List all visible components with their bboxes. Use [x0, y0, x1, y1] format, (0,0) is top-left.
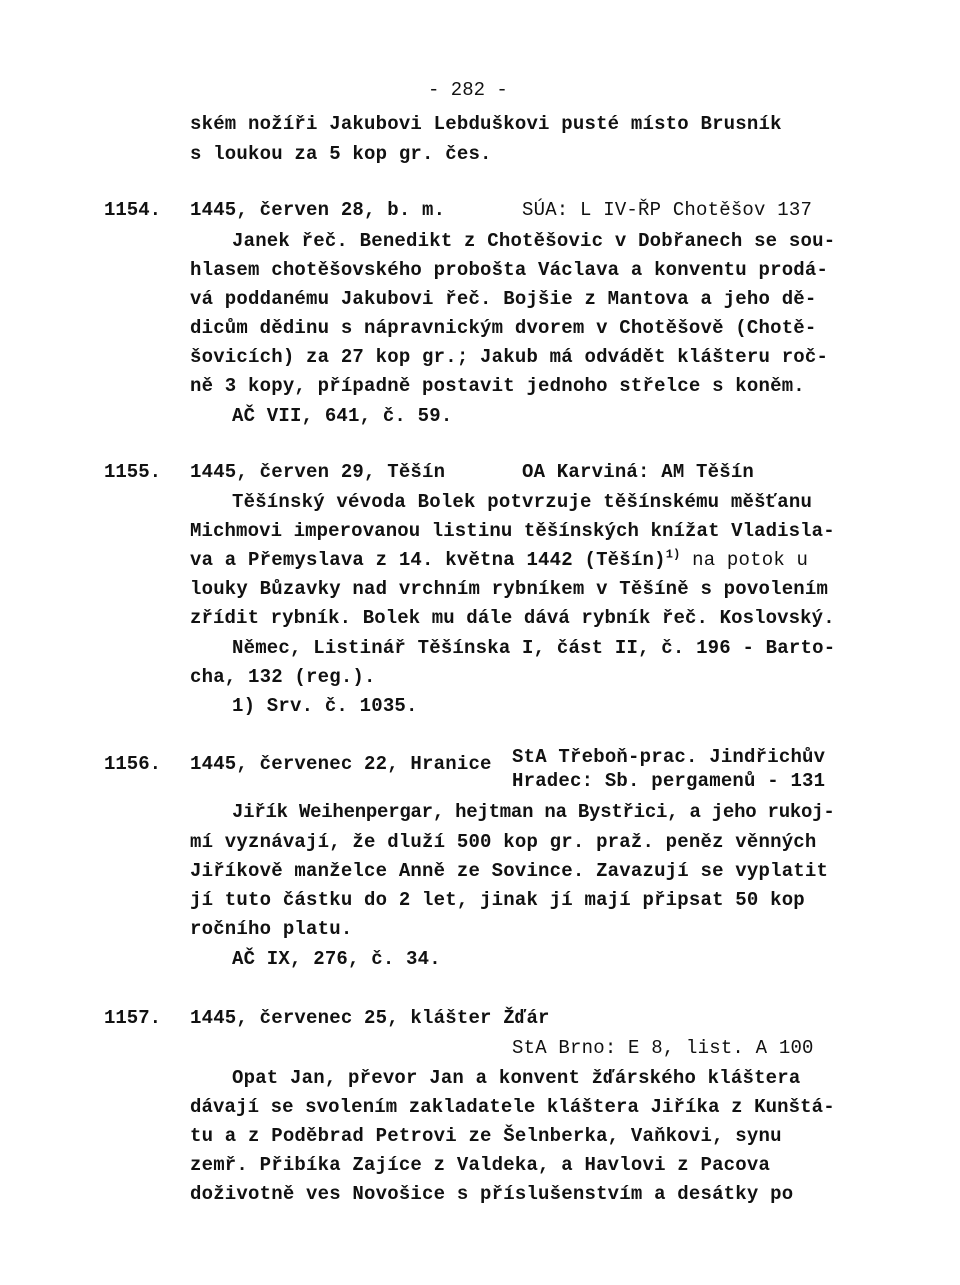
entry-archive: SÚA: L IV-ŘP Chotěšov 137: [522, 199, 813, 221]
entry-text-line: Těšínský vévoda Bolek potvrzuje těšínskému měšťanu: [232, 491, 813, 513]
entry-text-line: louky Bůzavky nad vrchním rybníkem v Těšíně s povolením: [190, 578, 829, 600]
entry-text-line: [190, 548, 808, 572]
entry-reference: AČ IX, 276, č. 34.: [232, 948, 441, 970]
entry-archive: Hradec: Sb. pergamenů - 131: [512, 770, 826, 792]
entry-text-line: zřídit rybník. Bolek mu dále dává rybník řeč. Koslovský.: [190, 607, 835, 629]
entry-text-line: Jiřík Weihenpergar, hejtman na Bystřici, a jeho rukoj-: [232, 801, 835, 823]
footnote-marker: 1): [665, 547, 681, 562]
entry-text-line: hlasem chotěšovského probošta Václava a konventu prodá-: [190, 259, 829, 281]
entry-date: 1445, červenec 22, Hranice: [190, 753, 492, 775]
intro-line: ském nožíři Jakubovi Lebduškovi pusté místo Brusník: [190, 113, 782, 135]
entry-archive: StA Brno: E 8, list. A 100: [512, 1037, 814, 1059]
entry-date: 1445, červen 28, b. m.: [190, 199, 446, 221]
entry-text-line: ročního platu.: [190, 918, 353, 940]
entry-text-line: tu a z Poděbrad Petrovi ze Šelnberka, Vaňkovi, synu: [190, 1125, 782, 1147]
entry-text-line: Janek řeč. Benedikt z Chotěšovic v Dobřanech se sou-: [232, 230, 836, 252]
entry-number: 1157.: [104, 1007, 162, 1029]
entry-text-line: šovicích) za 27 kop gr.; Jakub má odvádět klášteru roč-: [190, 346, 829, 368]
entry-text-line: vá poddanému Jakubovi řeč. Bojšie z Mantova a jeho dě-: [190, 288, 817, 310]
entry-date: 1445, červenec 25, klášter Žďár: [190, 1007, 550, 1029]
entry-number: 1154.: [104, 199, 162, 221]
entry-text-line: mí vyznávají, že dluží 500 kop gr. praž. peněz věnných: [190, 831, 817, 853]
entry-text-segment: na potok u: [680, 549, 809, 571]
entry-reference: AČ VII, 641, č. 59.: [232, 405, 453, 427]
entry-footnote: 1) Srv. č. 1035.: [232, 695, 418, 717]
entry-date: 1445, červen 29, Těšín: [190, 461, 446, 483]
entry-text-line: Jiříkově manželce Anně ze Sovince. Zavazují se vyplatit: [190, 860, 829, 882]
entry-text-line: jí tuto částku do 2 let, jinak jí mají připsat 50 kop: [190, 889, 805, 911]
entry-text-segment: va a Přemyslava z 14. května 1442 (Těšín): [190, 549, 666, 571]
entry-text-line: ně 3 kopy, případně postavit jednoho střelce s koněm.: [190, 375, 805, 397]
page-number: - 282 -: [428, 79, 508, 101]
entry-text-line: zemř. Přibíka Zajíce z Valdeka, a Havlovi z Pacova: [190, 1154, 771, 1176]
entry-number: 1155.: [104, 461, 162, 483]
entry-text-line: doživotně ves Novošice s příslušenstvím a desátky po: [190, 1183, 794, 1205]
entry-number: 1156.: [104, 753, 162, 775]
entry-archive: StA Třeboň-prac. Jindřichův: [512, 746, 826, 768]
entry-archive: OA Karviná: AM Těšín: [522, 461, 755, 483]
entry-reference: Němec, Listinář Těšínska I, část II, č. 196 - Barto-: [232, 637, 836, 659]
entry-text-line: dávají se svolením zakladatele kláštera Jiříka z Kunštá-: [190, 1096, 835, 1118]
intro-line: s loukou za 5 kop gr. čes.: [190, 143, 492, 165]
entry-text-line: Opat Jan, převor Jan a konvent žďárského kláštera: [232, 1067, 801, 1089]
entry-text-line: Michmovi imperovanou listinu těšínských knížat Vladisla-: [190, 520, 835, 542]
entry-text-line: dicům dědinu s nápravnickým dvorem v Chotěšově (Chotě-: [190, 317, 817, 339]
entry-reference: cha, 132 (reg.).: [190, 666, 376, 688]
